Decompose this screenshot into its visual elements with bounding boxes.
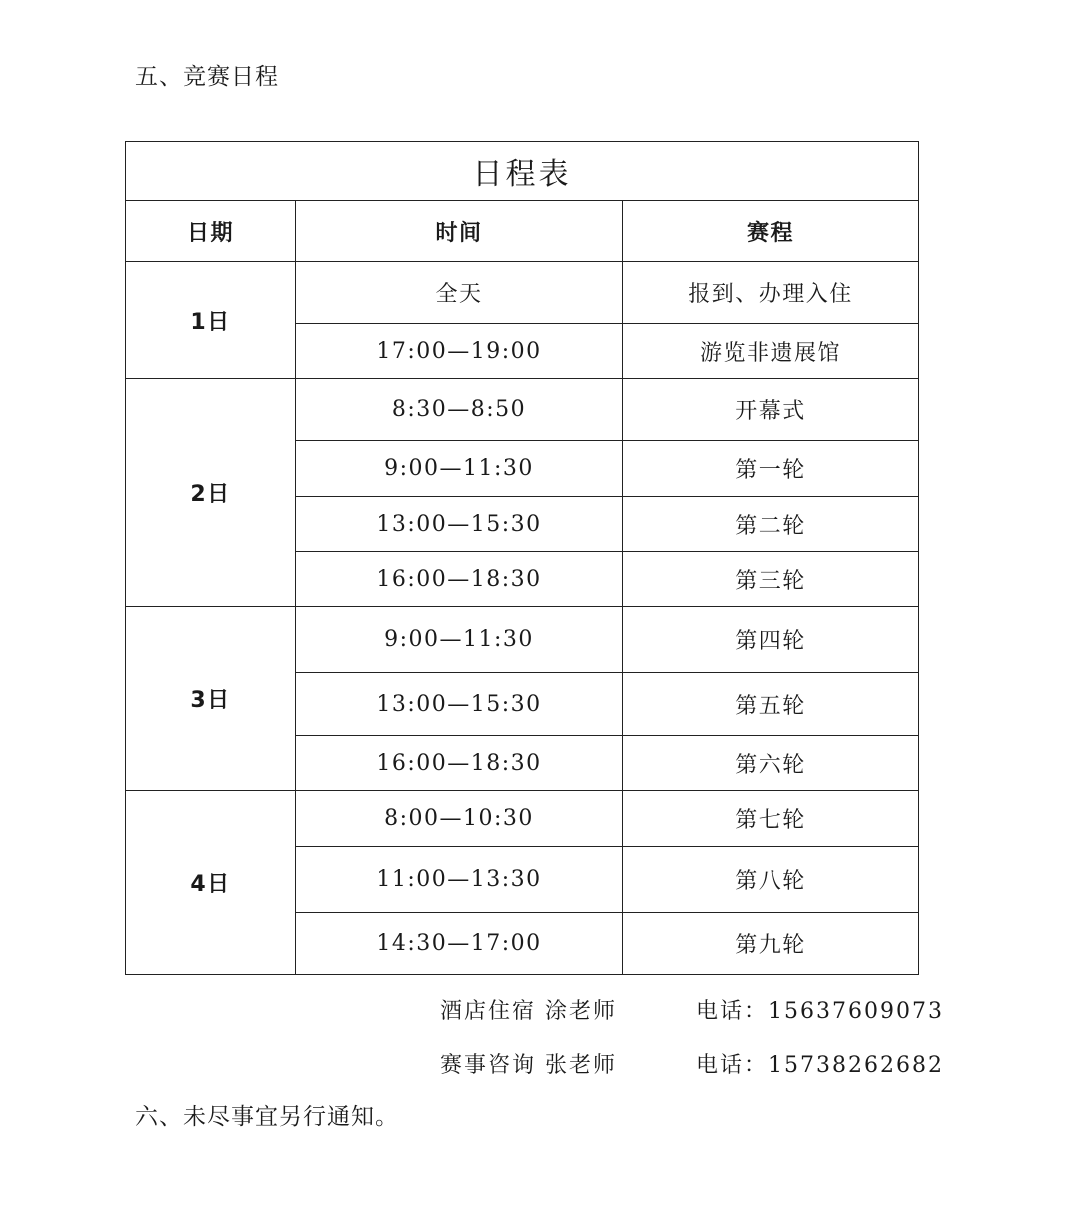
time-cell: 13:00—15:30: [296, 497, 623, 552]
time-cell: 13:00—15:30: [296, 673, 623, 736]
table-row: [126, 791, 919, 847]
table-row: [126, 262, 919, 324]
time-cell: 11:00—13:30: [296, 847, 623, 913]
schedule-table: [125, 141, 919, 975]
table-title: 日程表: [126, 142, 919, 201]
time-cell: 全天: [296, 262, 623, 324]
time-cell: 17:00—19:00: [296, 324, 623, 379]
contact-role: 赛事咨询 张老师: [440, 1053, 617, 1078]
event-cell: 第二轮: [623, 497, 919, 552]
time-cell: 9:00—11:30: [296, 607, 623, 673]
time-cell: 9:00—11:30: [296, 441, 623, 497]
header-event: 赛程: [623, 201, 919, 262]
table-row: [126, 607, 919, 673]
time-cell: 8:00—10:30: [296, 791, 623, 847]
time-cell: 8:30—8:50: [296, 379, 623, 441]
table-row: [126, 379, 919, 441]
day-cell: 1日: [126, 262, 296, 379]
header-date: 日期: [126, 201, 296, 262]
contact-hotel: [440, 994, 944, 1025]
contact-role: 酒店住宿 涂老师: [440, 999, 617, 1024]
event-cell: 第五轮: [623, 673, 919, 736]
section-5-heading: 五、竞赛日程: [135, 64, 279, 90]
event-cell: 开幕式: [623, 379, 919, 441]
event-cell: 第九轮: [623, 913, 919, 975]
event-cell: 第三轮: [623, 552, 919, 607]
time-cell: 14:30—17:00: [296, 913, 623, 975]
day-cell: 4日: [126, 791, 296, 975]
contact-phone: 电话：15738262682: [696, 1053, 944, 1078]
time-cell: 16:00—18:30: [296, 552, 623, 607]
event-cell: 报到、办理入住: [623, 262, 919, 324]
header-time: 时间: [296, 201, 623, 262]
contact-event: [440, 1048, 944, 1079]
event-cell: 第四轮: [623, 607, 919, 673]
time-cell: 16:00—18:30: [296, 736, 623, 791]
day-cell: 2日: [126, 379, 296, 607]
event-cell: 第七轮: [623, 791, 919, 847]
contact-phone: 电话：15637609073: [696, 999, 944, 1024]
day-cell: 3日: [126, 607, 296, 791]
section-6-heading: 六、未尽事宜另行通知。: [135, 1104, 399, 1130]
event-cell: 第一轮: [623, 441, 919, 497]
event-cell: 第八轮: [623, 847, 919, 913]
event-cell: 游览非遗展馆: [623, 324, 919, 379]
event-cell: 第六轮: [623, 736, 919, 791]
